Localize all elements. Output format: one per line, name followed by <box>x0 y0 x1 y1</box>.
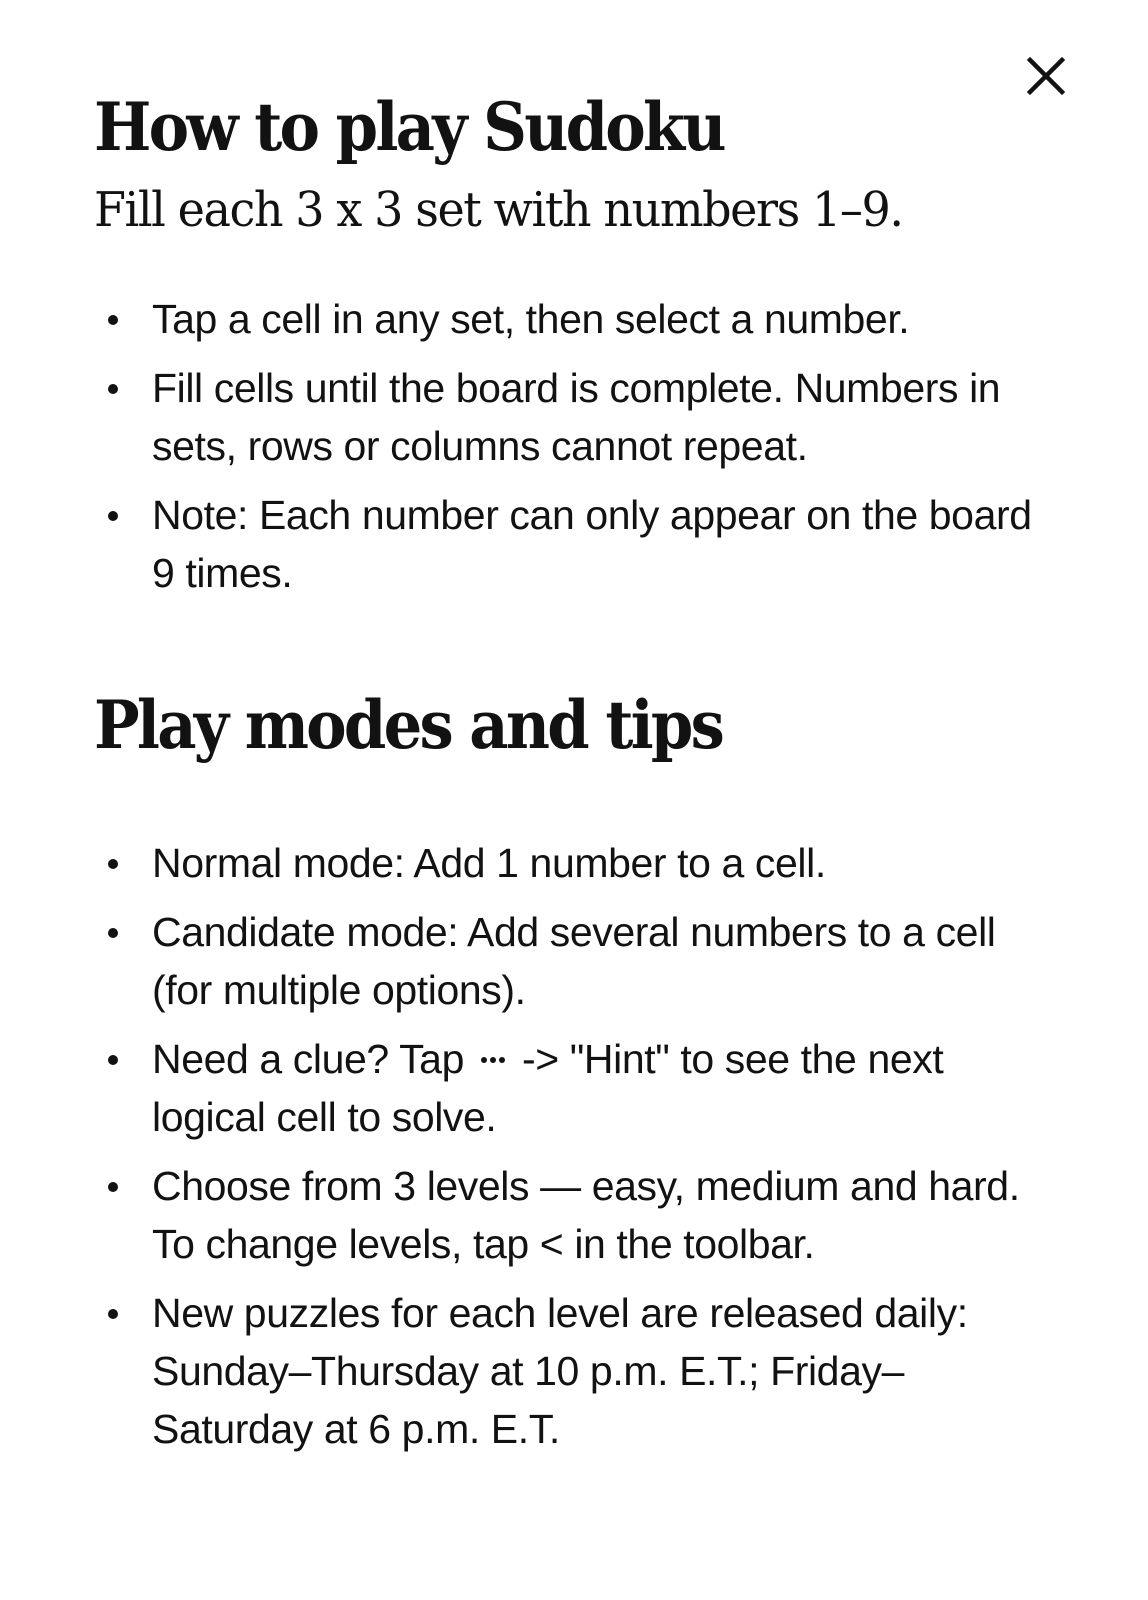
tip-item <box>94 834 1054 892</box>
tip-item <box>94 1030 1054 1146</box>
bullet-icon <box>108 511 118 521</box>
tip-item <box>94 903 1054 1019</box>
tip-normal-mode: Normal mode: Add 1 number to a cell. <box>152 840 826 886</box>
rule-text: Tap a cell in any set, then select a number. <box>152 296 910 342</box>
tip-release-schedule: New puzzles for each level are released daily: Sunday–Thursday at 10 p.m. E.T.; Friday–Saturday at 6 p.m. E.T. <box>152 1290 968 1452</box>
tip-candidate-mode: Candidate mode: Add several numbers to a cell (for multiple options). <box>152 909 996 1013</box>
bullet-icon <box>108 384 118 394</box>
tips-heading: Play modes and tips <box>94 686 723 764</box>
tip-levels: Choose from 3 levels — easy, medium and hard. To change levels, tap < in the toolbar. <box>152 1163 1020 1267</box>
more-dots-icon <box>479 1057 507 1067</box>
bullet-icon <box>108 1055 118 1065</box>
close-button[interactable] <box>1022 52 1070 100</box>
rule-text: Note: Each number can only appear on the board 9 times. <box>152 492 1032 596</box>
bullet-icon <box>108 1309 118 1319</box>
modal-subtitle: Fill each 3 x 3 set with numbers 1–9. <box>94 182 903 238</box>
tip-item <box>94 1157 1054 1273</box>
rule-item <box>94 486 1054 602</box>
bullet-icon <box>108 928 118 938</box>
bullet-icon <box>108 859 118 869</box>
tip-hint-after: -> "Hint" to see the next logical cell to solve. <box>152 1036 944 1140</box>
modal-title: How to play Sudoku <box>94 88 724 166</box>
bullet-icon <box>108 315 118 325</box>
tips-list <box>94 834 1054 1458</box>
rule-item <box>94 359 1054 475</box>
tip-hint-before: Need a clue? Tap <box>152 1036 464 1082</box>
rules-list <box>94 290 1054 602</box>
tip-item <box>94 1284 1054 1458</box>
bullet-icon <box>108 1182 118 1192</box>
rule-text: Fill cells until the board is complete. Numbers in sets, rows or columns cannot repeat. <box>152 365 1001 469</box>
close-icon <box>1022 52 1070 100</box>
rule-item <box>94 290 1054 348</box>
